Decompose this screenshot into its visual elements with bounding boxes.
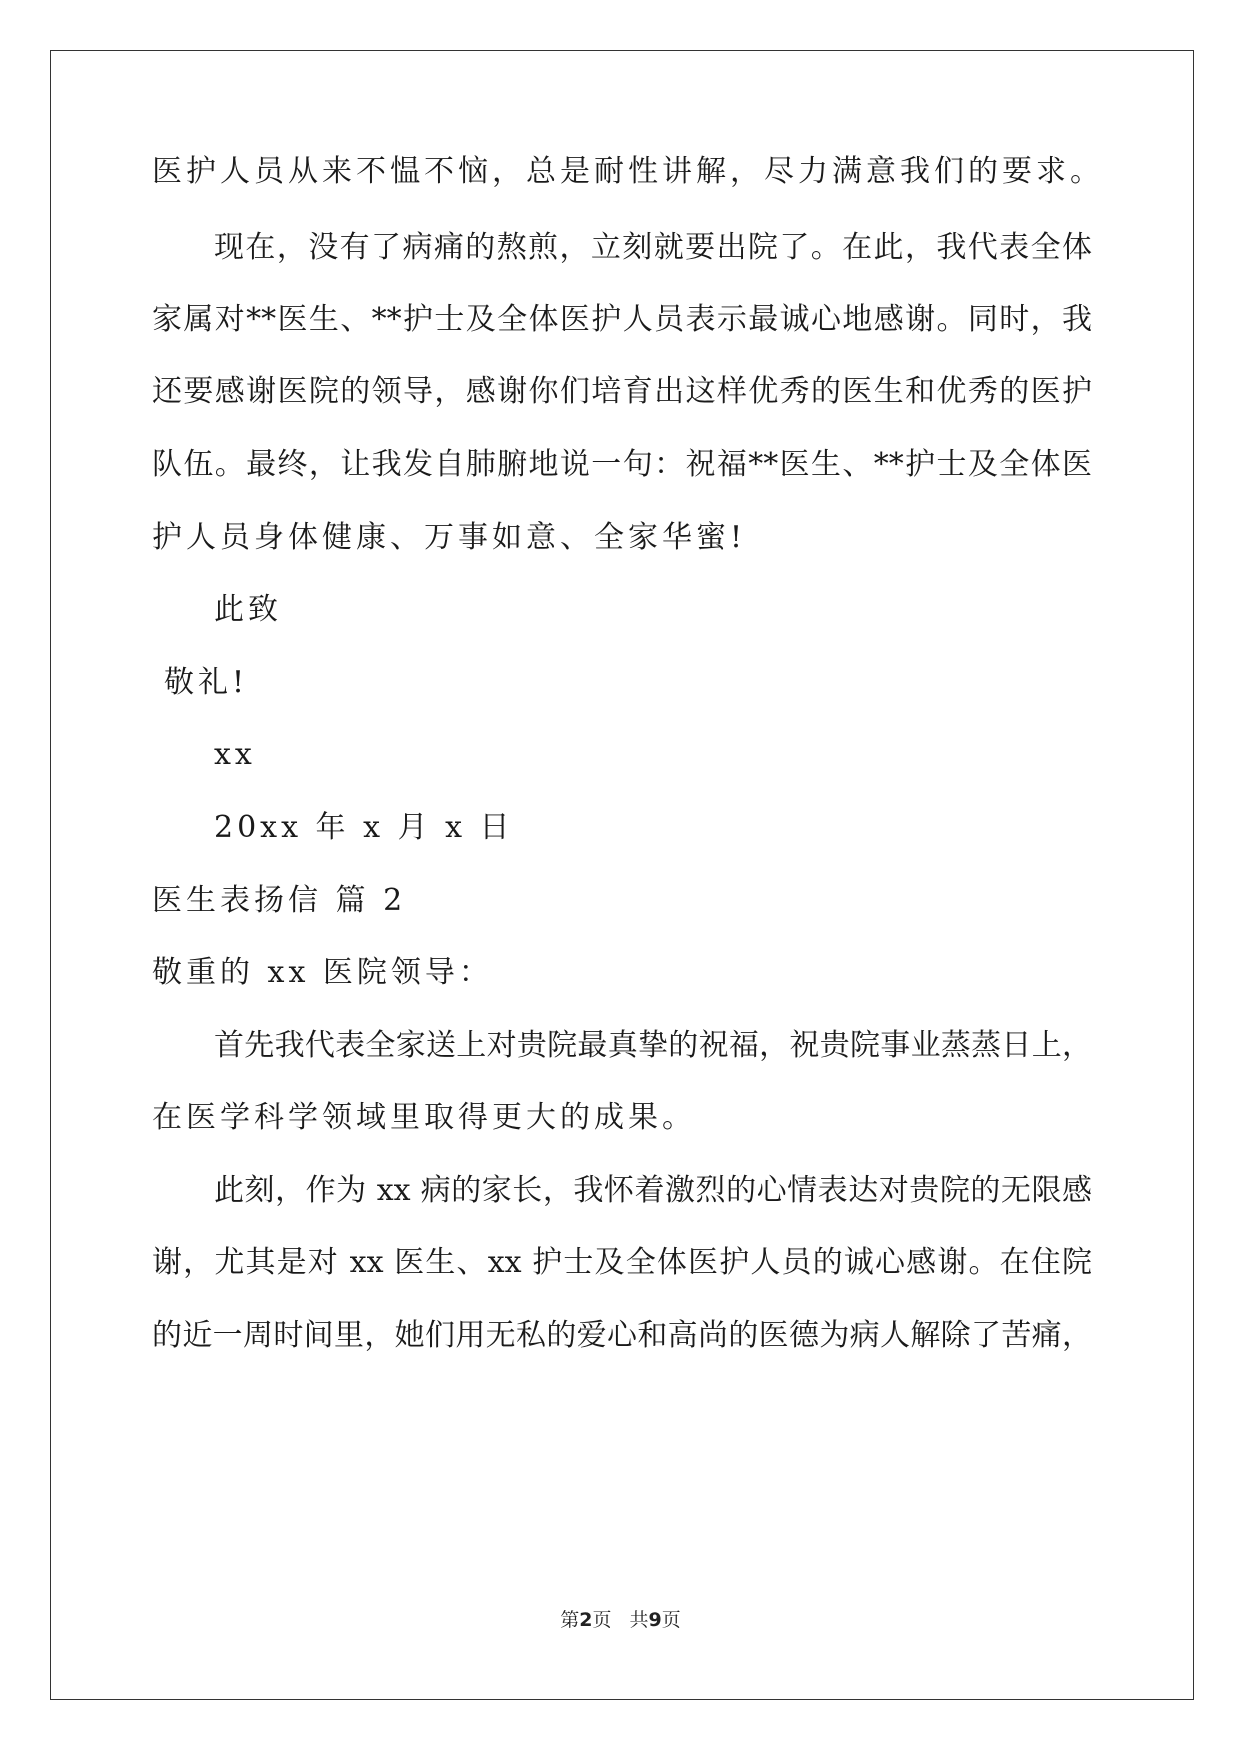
paragraph-line: 家属对**医生、**护士及全体医护人员表示最诚心地感谢。同时，我	[152, 302, 1092, 337]
page-number: 2	[579, 1609, 593, 1631]
total-pages: 9	[648, 1609, 662, 1631]
paragraph-line: 护人员身体健康、万事如意、全家华蜜!	[152, 520, 747, 555]
paragraph-line: 首先我代表全家送上对贵院最真挚的祝福，祝贵院事业蒸蒸日上，	[214, 1028, 1092, 1063]
closing-respect: 敬礼!	[164, 665, 249, 700]
signature-name: xx	[214, 737, 256, 772]
paragraph-line: 医护人员从来不愠不恼，总是耐性讲解，尽力满意我们的要求。	[152, 154, 1104, 189]
total-suffix: 页	[661, 1609, 681, 1631]
paragraph-line: 现在，没有了病痛的熬煎，立刻就要出院了。在此，我代表全体	[214, 230, 1092, 265]
closing-salutation: 此致	[214, 592, 282, 627]
section-heading: 医生表扬信 篇 2	[152, 883, 407, 918]
total-prefix: 共	[629, 1609, 649, 1631]
paragraph-line: 此刻，作为 xx 病的家长，我怀着激烈的心情表达对贵院的无限感	[214, 1173, 1092, 1208]
letter-greeting: 敬重的 xx 医院领导：	[152, 955, 493, 990]
paragraph-line: 还要感谢医院的领导，感谢你们培育出这样优秀的医生和优秀的医护	[152, 374, 1092, 409]
paragraph-line: 在医学科学领域里取得更大的成果。	[152, 1100, 696, 1135]
page-footer	[0, 1608, 1241, 1632]
paragraph-line: 队伍。最终，让我发自肺腑地说一句：祝福**医生、**护士及全体医	[152, 447, 1092, 482]
page-prefix: 第	[560, 1609, 580, 1631]
page-border	[50, 50, 1194, 1700]
paragraph-line: 谢，尤其是对 xx 医生、xx 护士及全体医护人员的诚心感谢。在住院	[152, 1245, 1092, 1280]
signature-date: 20xx 年 x 月 x 日	[214, 810, 514, 845]
page-suffix: 页	[592, 1609, 612, 1631]
paragraph-line: 的近一周时间里，她们用无私的爱心和高尚的医德为病人解除了苦痛，	[152, 1318, 1092, 1353]
